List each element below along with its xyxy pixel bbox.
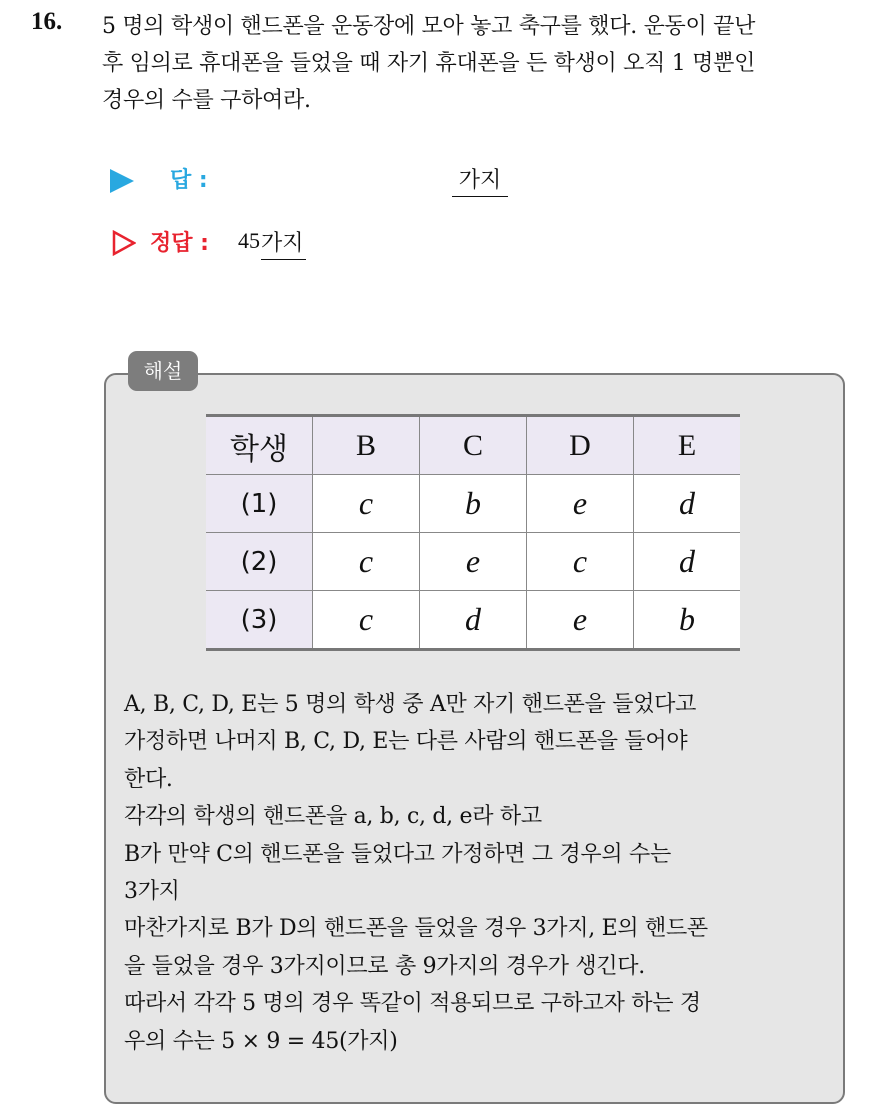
question-number: 16. bbox=[31, 8, 63, 35]
explanation-line: B가 만약 C의 핸드폰을 들었다고 가정하면 그 경우의 수는 bbox=[124, 841, 671, 867]
solution-explanation bbox=[124, 686, 834, 1060]
answer-label: 답 : bbox=[170, 168, 208, 193]
explanation-line: 따라서 각각 5 명의 경우 똑같이 적용되므로 구하고자 하는 경 bbox=[124, 991, 701, 1017]
explanation-line: 3가지 bbox=[124, 879, 180, 905]
table-cell: e bbox=[420, 533, 527, 591]
table-cell: e bbox=[527, 591, 634, 650]
answer-unit: 가지 bbox=[452, 163, 508, 197]
table-header-cell: 학생 bbox=[206, 416, 313, 475]
explanation-line: 한다. bbox=[124, 766, 173, 792]
correct-answer-value: 45 bbox=[238, 228, 260, 253]
table-header-cell: B bbox=[313, 416, 420, 475]
explanation-line: A, B, C, D, E는 5 명의 학생 중 A만 자기 핸드폰을 들었다고 bbox=[124, 692, 697, 717]
answer-row bbox=[110, 163, 610, 199]
table-row-label: (2) bbox=[206, 533, 313, 591]
table-cell: c bbox=[527, 533, 634, 591]
table-cell: c bbox=[313, 591, 420, 650]
correct-answer-label: 정답 : bbox=[150, 231, 209, 256]
question-line: 후 임의로 휴대폰을 들었을 때 자기 휴대폰을 든 학생이 오직 1 명뿐인 bbox=[102, 51, 756, 76]
table-cell: b bbox=[634, 591, 741, 650]
explanation-line: 각각의 학생의 핸드폰을 a, b, c, d, e라 하고 bbox=[124, 804, 542, 830]
play-triangle-outline-icon bbox=[112, 230, 136, 256]
question-text bbox=[102, 8, 862, 119]
table-header-cell: C bbox=[420, 416, 527, 475]
table-cell: d bbox=[420, 591, 527, 650]
table-row bbox=[206, 475, 740, 533]
table-cell: c bbox=[313, 475, 420, 533]
table-row bbox=[206, 533, 740, 591]
correct-answer-unit: 가지 bbox=[261, 226, 306, 260]
table-cell: b bbox=[420, 475, 527, 533]
table-cell: d bbox=[634, 475, 741, 533]
table-row-label: (1) bbox=[206, 475, 313, 533]
question-line: 5 명의 학생이 핸드폰을 운동장에 모아 놓고 축구를 했다. 운동이 끝난 bbox=[102, 14, 756, 39]
table-row-label: (3) bbox=[206, 591, 313, 650]
question-line: 경우의 수를 구하여라. bbox=[102, 88, 311, 113]
table-cell: c bbox=[313, 533, 420, 591]
table-header-cell: D bbox=[527, 416, 634, 475]
explanation-line: 가정하면 나머지 B, C, D, E는 다른 사람의 핸드폰을 들어야 bbox=[124, 729, 688, 755]
correct-answer-row bbox=[110, 226, 510, 262]
explanation-line: 을 들었을 경우 3가지이므로 총 9가지의 경우가 생긴다. bbox=[124, 953, 645, 979]
table-header-cell: E bbox=[634, 416, 741, 475]
play-triangle-filled-icon bbox=[110, 169, 134, 193]
explanation-line: 우의 수는 5 × 9 = 45(가지) bbox=[124, 1028, 398, 1054]
table-row bbox=[206, 591, 740, 650]
explanation-line: 마찬가지로 B가 D의 핸드폰을 들었을 경우 3가지, E의 핸드폰 bbox=[124, 916, 708, 942]
table-header-row bbox=[206, 416, 740, 475]
solution-table bbox=[206, 414, 740, 651]
solution-tag: 해설 bbox=[128, 351, 198, 391]
table-cell: d bbox=[634, 533, 741, 591]
table-cell: e bbox=[527, 475, 634, 533]
